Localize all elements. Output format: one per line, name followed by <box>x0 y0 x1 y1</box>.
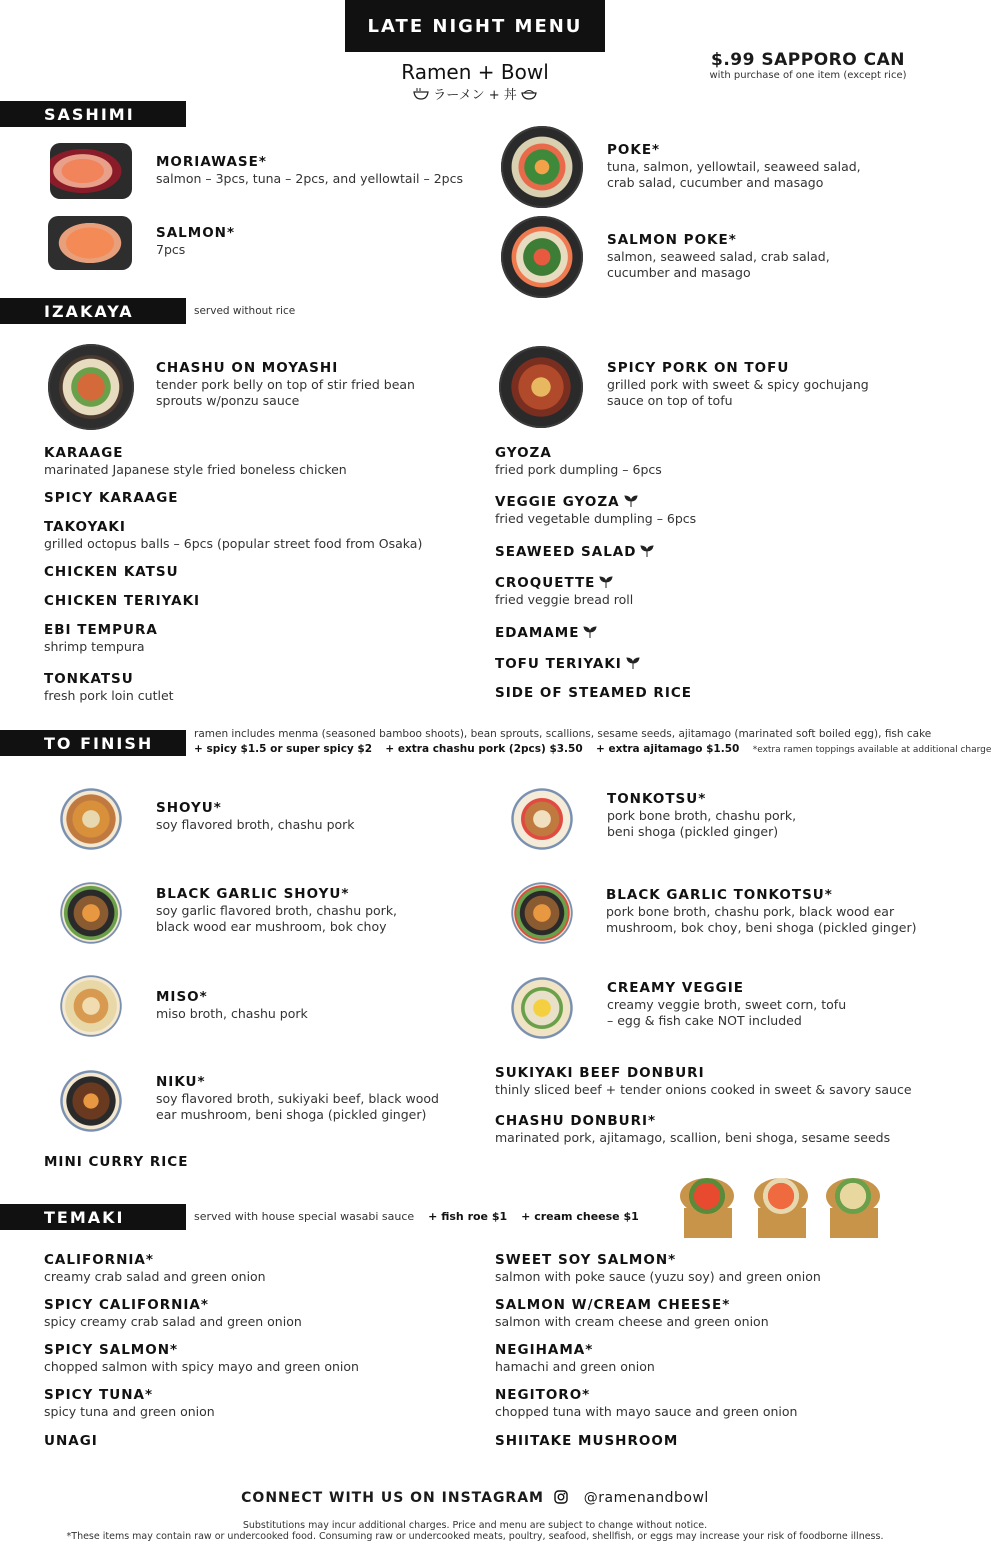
ramen-includes-note: ramen includes menma (seasoned bamboo shoots), bean sprouts, scallions, sesame seeds, ajitamago (marinated soft boiled egg), fish cake <box>194 728 932 740</box>
ramen-bowl-image <box>499 965 585 1051</box>
ramen-bowl-image <box>48 1058 134 1144</box>
leaf-icon <box>626 657 640 669</box>
menu-item: CROQUETTE fried veggie bread roll <box>495 575 634 607</box>
brand-name: Ramen + Bowl <box>401 60 549 84</box>
ramen-bowl-image <box>48 870 134 956</box>
menu-item: CREAMY VEGGIE creamy veggie broth, sweet corn, tofu – egg & fish cake NOT included <box>607 980 847 1028</box>
ramen-bowl-image <box>499 776 585 862</box>
menu-item: TONKOTSU* pork bone broth, chashu pork, beni shoga (pickled ginger) <box>607 791 797 839</box>
menu-item: TAKOYAKI grilled octopus balls – 6pcs (popular street food from Osaka) <box>44 519 423 551</box>
menu-item: MORIAWASE* salmon – 3pcs, tuna – 2pcs, and yellowtail – 2pcs <box>156 154 464 186</box>
section-header-to-finish: TO FINISH <box>0 730 186 756</box>
menu-item: SALMON POKE* salmon, seaweed salad, crab salad, cucumber and masago <box>607 232 830 280</box>
poke-bowl-image <box>501 126 583 208</box>
promo-title: $.99 SAPPORO CAN <box>711 50 905 70</box>
menu-item: SWEET SOY SALMON* salmon with poke sauce (yuzu soy) and green onion <box>495 1252 821 1284</box>
menu-item: POKE* tuna, salmon, yellowtail, seaweed salad, crab salad, cucumber and masago <box>607 142 861 190</box>
menu-item: GYOZA fried pork dumpling – 6pcs <box>495 445 662 477</box>
sapporo-promo <box>700 50 916 81</box>
menu-item: KARAAGE marinated Japanese style fried boneless chicken <box>44 445 347 477</box>
section-header-sashimi: SASHIMI <box>0 101 186 127</box>
menu-item: CALIFORNIA* creamy crab salad and green onion <box>44 1252 266 1284</box>
menu-item: SALMON W/CREAM CHEESE* salmon with cream cheese and green onion <box>495 1297 769 1329</box>
donburi-bowl-icon <box>521 88 537 100</box>
menu-item: EDAMAME <box>495 625 597 642</box>
menu-item: SPICY KARAAGE <box>44 490 179 506</box>
ramen-bowl-image <box>48 963 134 1049</box>
izakaya-note: served without rice <box>194 305 296 317</box>
menu-item: SPICY TUNA* spicy tuna and green onion <box>44 1387 215 1419</box>
menu-item: TOFU TERIYAKI <box>495 656 640 673</box>
menu-item: SPICY CALIFORNIA* spicy creamy crab salad and green onion <box>44 1297 302 1329</box>
temaki-image <box>822 1174 884 1240</box>
menu-item: SIDE OF STEAMED RICE <box>495 685 692 701</box>
menu-item: UNAGI <box>44 1433 98 1449</box>
leaf-icon <box>583 626 597 638</box>
menu-item: NEGITORO* chopped tuna with mayo sauce and green onion <box>495 1387 798 1419</box>
leaf-icon <box>640 545 654 557</box>
menu-item: SHOYU* soy flavored broth, chashu pork <box>156 800 355 832</box>
menu-item: CHICKEN KATSU <box>44 564 179 580</box>
spicy-pork-tofu-image <box>499 346 583 428</box>
menu-item: MISO* miso broth, chashu pork <box>156 989 308 1021</box>
menu-item: SALMON* 7pcs <box>156 225 236 257</box>
ramen-bowl-image <box>48 776 134 862</box>
ramen-addons: + spicy $1.5 or super spicy $2 + extra chashu pork (2pcs) $3.50 + extra ajitamago $1.50 *extra ramen toppings available at additional charge <box>194 743 991 755</box>
menu-item: VEGGIE GYOZA fried vegetable dumpling – 6pcs <box>495 494 697 526</box>
temaki-image <box>676 1174 738 1240</box>
ramen-bowl-icon <box>413 88 429 100</box>
disclaimer-substitutions: Substitutions may incur additional charges. Price and menu are subject to change without notice. <box>242 1520 708 1531</box>
poke-bowl-image <box>501 216 583 298</box>
menu-item: BLACK GARLIC SHOYU* soy garlic flavored broth, chashu pork, black wood ear mushroom, bok choy <box>156 886 398 934</box>
instagram-handle[interactable]: @ramenandbowl <box>583 1490 709 1506</box>
menu-item: SPICY PORK ON TOFU grilled pork with sweet & spicy gochujang sauce on top of tofu <box>607 360 869 408</box>
section-header-izakaya: IZAKAYA <box>0 298 186 324</box>
menu-item: TONKATSU fresh pork loin cutlet <box>44 671 174 703</box>
chashu-moyashi-image <box>48 344 134 430</box>
brand-name-jp: ラーメン + 丼 <box>340 84 610 103</box>
sashimi-image <box>50 143 132 199</box>
instagram-icon <box>554 1490 568 1504</box>
instagram-connect: CONNECT WITH US ON INSTAGRAM @ramenandbowl <box>241 1490 709 1506</box>
promo-subtitle: with purchase of one item (except rice) <box>709 70 907 81</box>
menu-item: SEAWEED SALAD <box>495 544 654 561</box>
leaf-icon <box>599 576 613 588</box>
disclaimer-raw-food: *These items may contain raw or undercooked food. Consuming raw or undercooked meats, poultry, seafood, shellfish, or eggs may increase your risk of foodborne illness. <box>66 1531 884 1542</box>
section-header-temaki: TEMAKI <box>0 1204 186 1230</box>
menu-item: NEGIHAMA* hamachi and green onion <box>495 1342 655 1374</box>
temaki-note: served with house special wasabi sauce + fish roe $1 + cream cheese $1 <box>194 1210 639 1223</box>
menu-item: MINI CURRY RICE <box>44 1154 189 1170</box>
menu-item: EBI TEMPURA shrimp tempura <box>44 622 158 654</box>
sashimi-image <box>48 216 132 270</box>
menu-item: CHASHU ON MOYASHI tender pork belly on top of stir fried bean sprouts w/ponzu sauce <box>156 360 415 408</box>
leaf-icon <box>624 495 638 507</box>
menu-item: NIKU* soy flavored broth, sukiyaki beef, black wood ear mushroom, beni shoga (pickled ginger) <box>156 1074 439 1122</box>
menu-item: CHASHU DONBURI* marinated pork, ajitamago, scallion, beni shoga, sesame seeds <box>495 1113 891 1145</box>
menu-item: SUKIYAKI BEEF DONBURI thinly sliced beef + tender onions cooked in sweet & savory sauce <box>495 1065 912 1097</box>
menu-title: LATE NIGHT MENU <box>345 0 605 52</box>
menu-item: BLACK GARLIC TONKOTSU* pork bone broth, chashu pork, black wood ear mushroom, bok choy, beni shoga (pickled ginger) <box>606 887 917 935</box>
temaki-image <box>750 1174 812 1240</box>
menu-item: CHICKEN TERIYAKI <box>44 593 201 609</box>
ramen-bowl-image <box>499 870 585 956</box>
menu-item: SHIITAKE MUSHROOM <box>495 1433 679 1449</box>
menu-item: SPICY SALMON* chopped salmon with spicy mayo and green onion <box>44 1342 359 1374</box>
